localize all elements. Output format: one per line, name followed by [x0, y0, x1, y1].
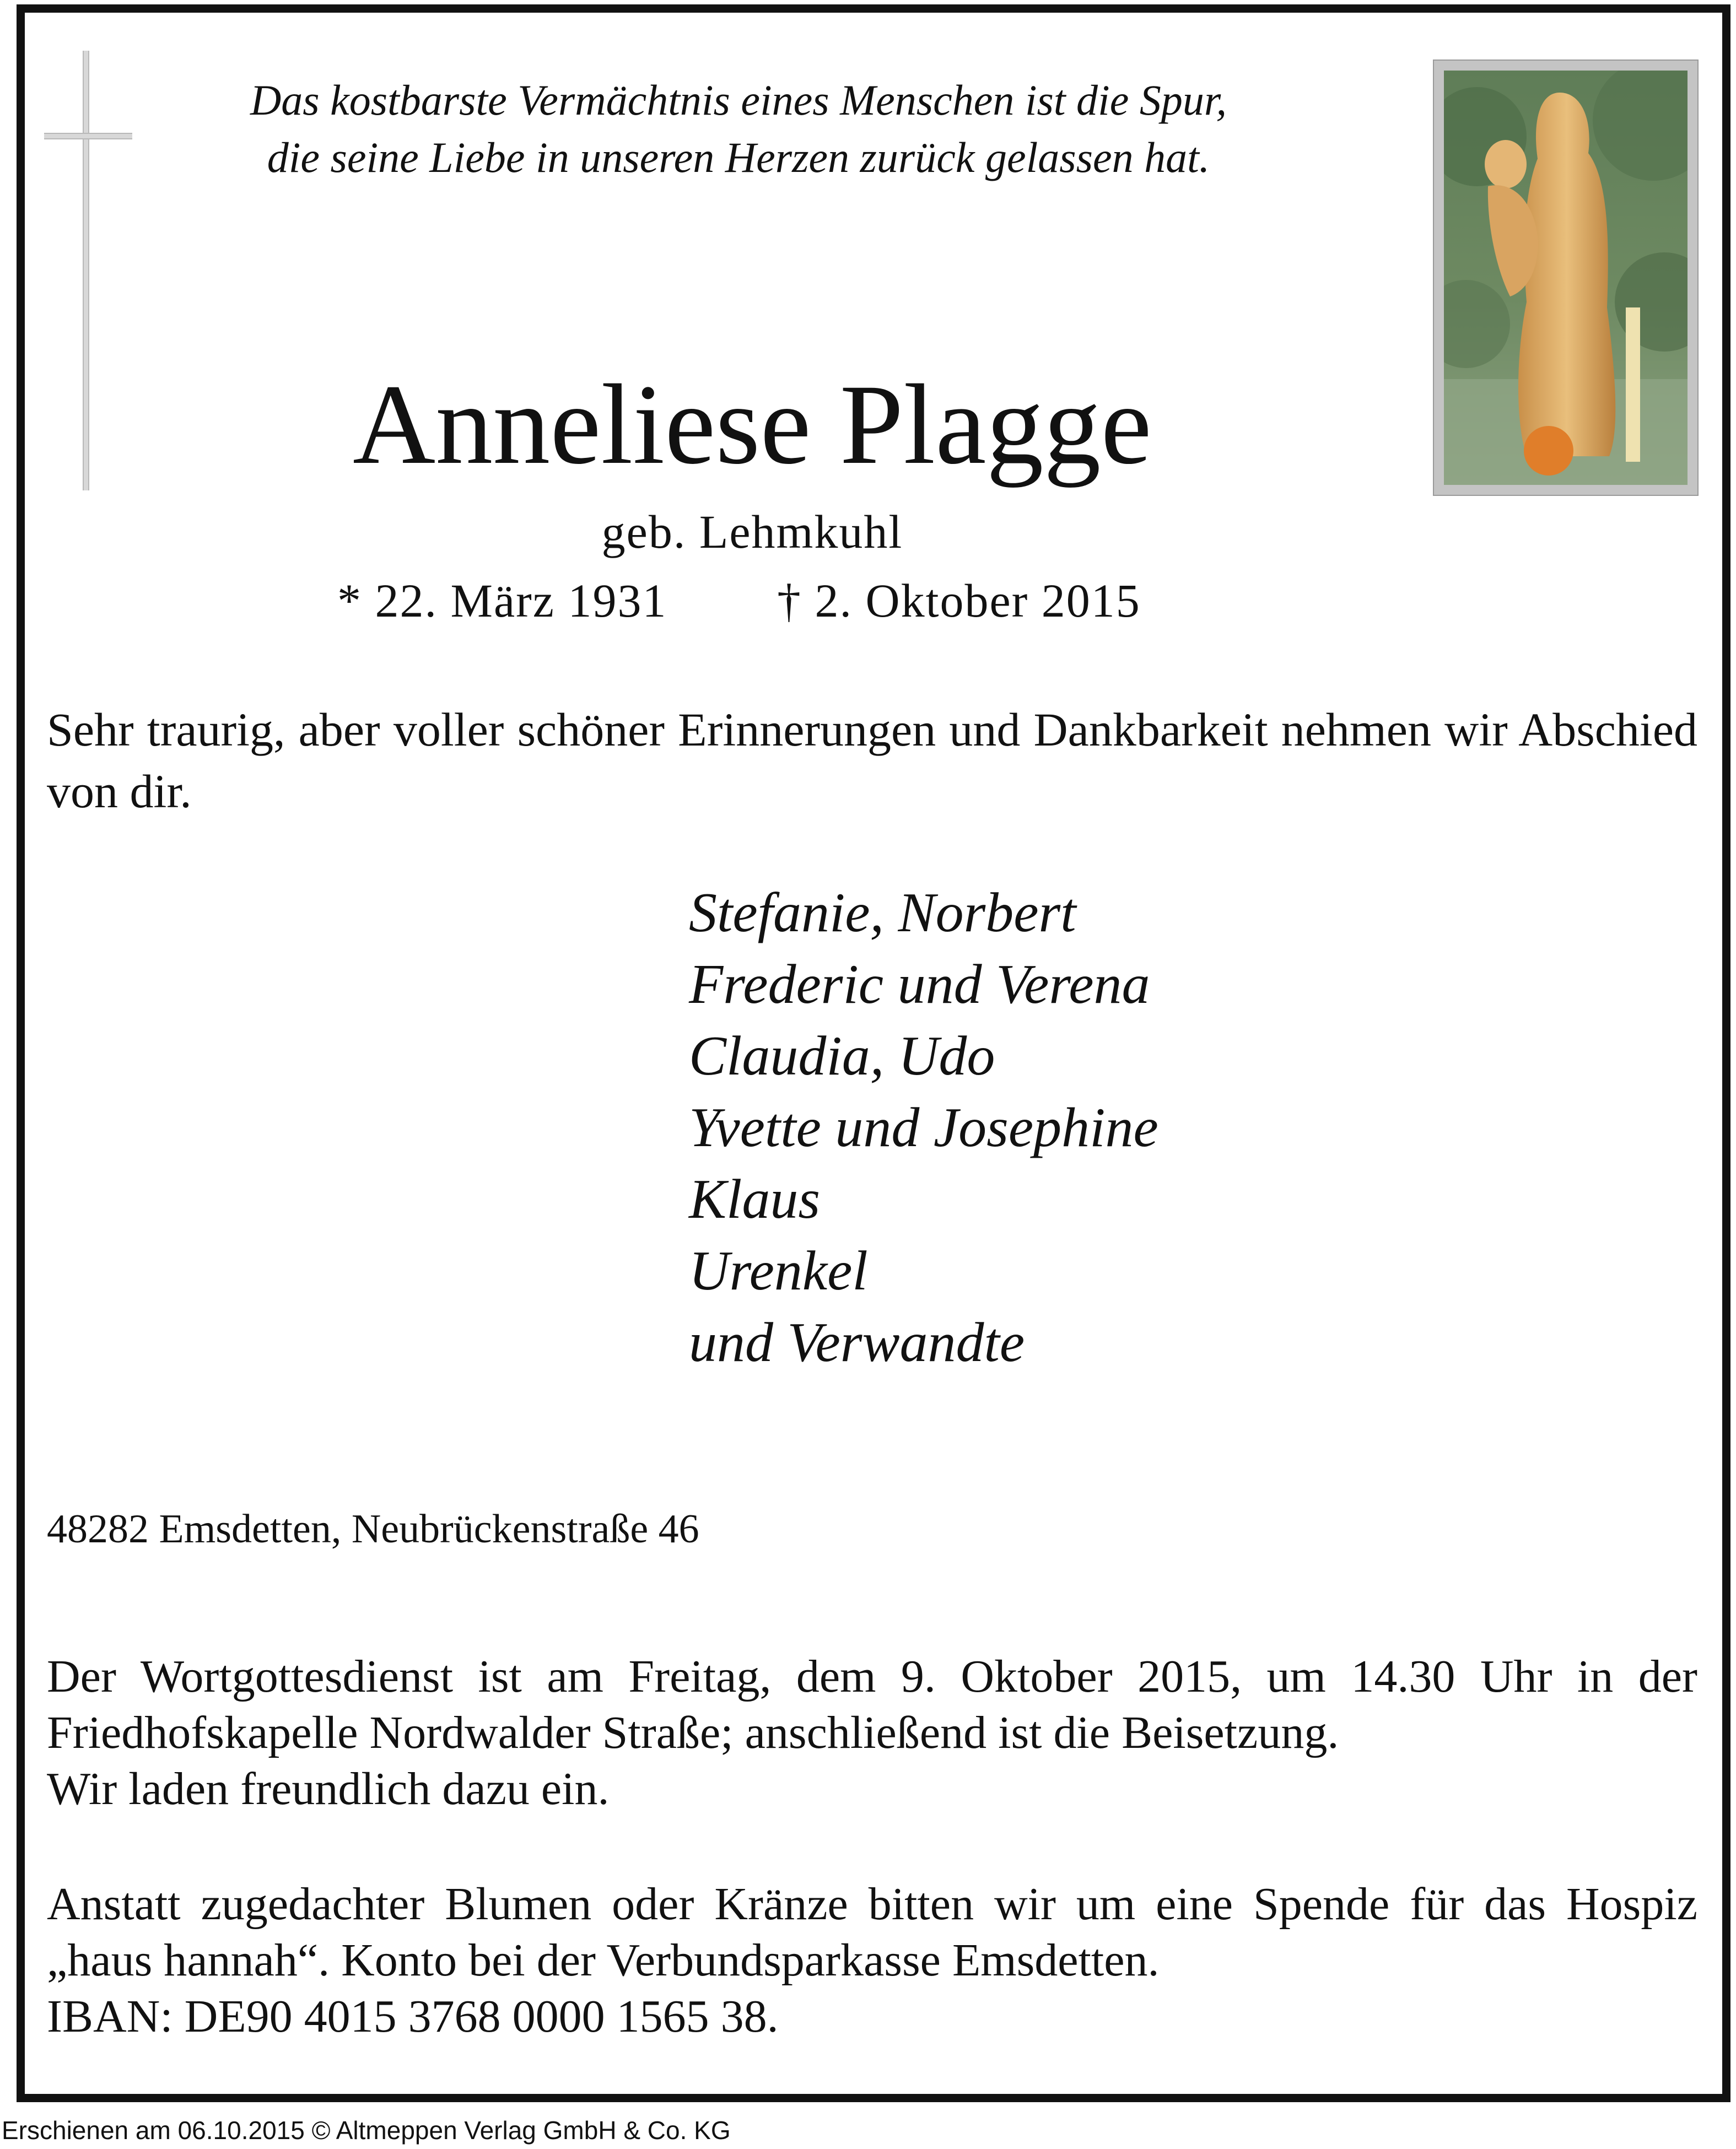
publication-footer: Erschienen am 06.10.2015 © Altmeppen Verlag GmbH & Co. KG	[2, 2116, 731, 2145]
family-address: 48282 Emsdetten, Neubrückenstraße 46	[47, 1507, 699, 1552]
list-item: Stefanie, Norbert	[689, 882, 1076, 944]
memorial-photo	[1433, 60, 1699, 496]
cross-icon-crossbar	[44, 133, 132, 139]
quote-line: Das kostbarste Vermächtnis eines Menschen ist die Spur,	[250, 76, 1227, 124]
list-item: und Verwandte	[689, 1311, 1025, 1374]
donation-line: IBAN: DE90 4015 3768 0000 1565 38.	[47, 1991, 779, 2042]
donation-notice	[47, 1876, 1697, 2045]
list-item: Frederic und Verena	[689, 953, 1150, 1016]
farewell-text: Sehr traurig, aber voller schöner Erinnerungen und Dankbarkeit nehmen wir Abschied von dir.	[47, 703, 1697, 818]
memorial-quote	[138, 72, 1339, 186]
list-item: Claudia, Udo	[689, 1025, 995, 1087]
list-item: Klaus	[689, 1168, 821, 1230]
donation-line: Anstatt zugedachter Blumen oder Kränze bitten wir um eine Spende für das Hospiz	[47, 1878, 1697, 1930]
quote-line: die seine Liebe in unseren Herzen zurück gelassen hat.	[267, 133, 1210, 181]
list-item: Yvette und Josephine	[689, 1097, 1158, 1159]
birth-date: * 22. März 1931	[337, 574, 667, 627]
mourners-list	[689, 877, 1158, 1379]
list-item: Urenkel	[689, 1240, 868, 1302]
service-line: Wir laden freundlich dazu ein.	[47, 1763, 610, 1815]
madonna-statue-photo	[1444, 71, 1688, 485]
death-date: † 2. Oktober 2015	[777, 574, 1141, 627]
service-line: Der Wortgottesdienst ist am Freitag, dem 9. Oktober 2015, um 14.30 Uhr in der	[47, 1651, 1697, 1702]
deceased-name: Anneliese Plagge	[353, 361, 1152, 488]
donation-line: „haus hannah“. Konto bei der Verbundsparkasse Emsdetten.	[47, 1935, 1160, 1986]
service-notice	[47, 1649, 1697, 1817]
service-line: Friedhofskapelle Nordwalder Straße; anschließend ist die Beisetzung.	[47, 1707, 1339, 1758]
cross-icon	[83, 51, 89, 490]
birth-name: geb. Lehmkuhl	[601, 505, 903, 558]
